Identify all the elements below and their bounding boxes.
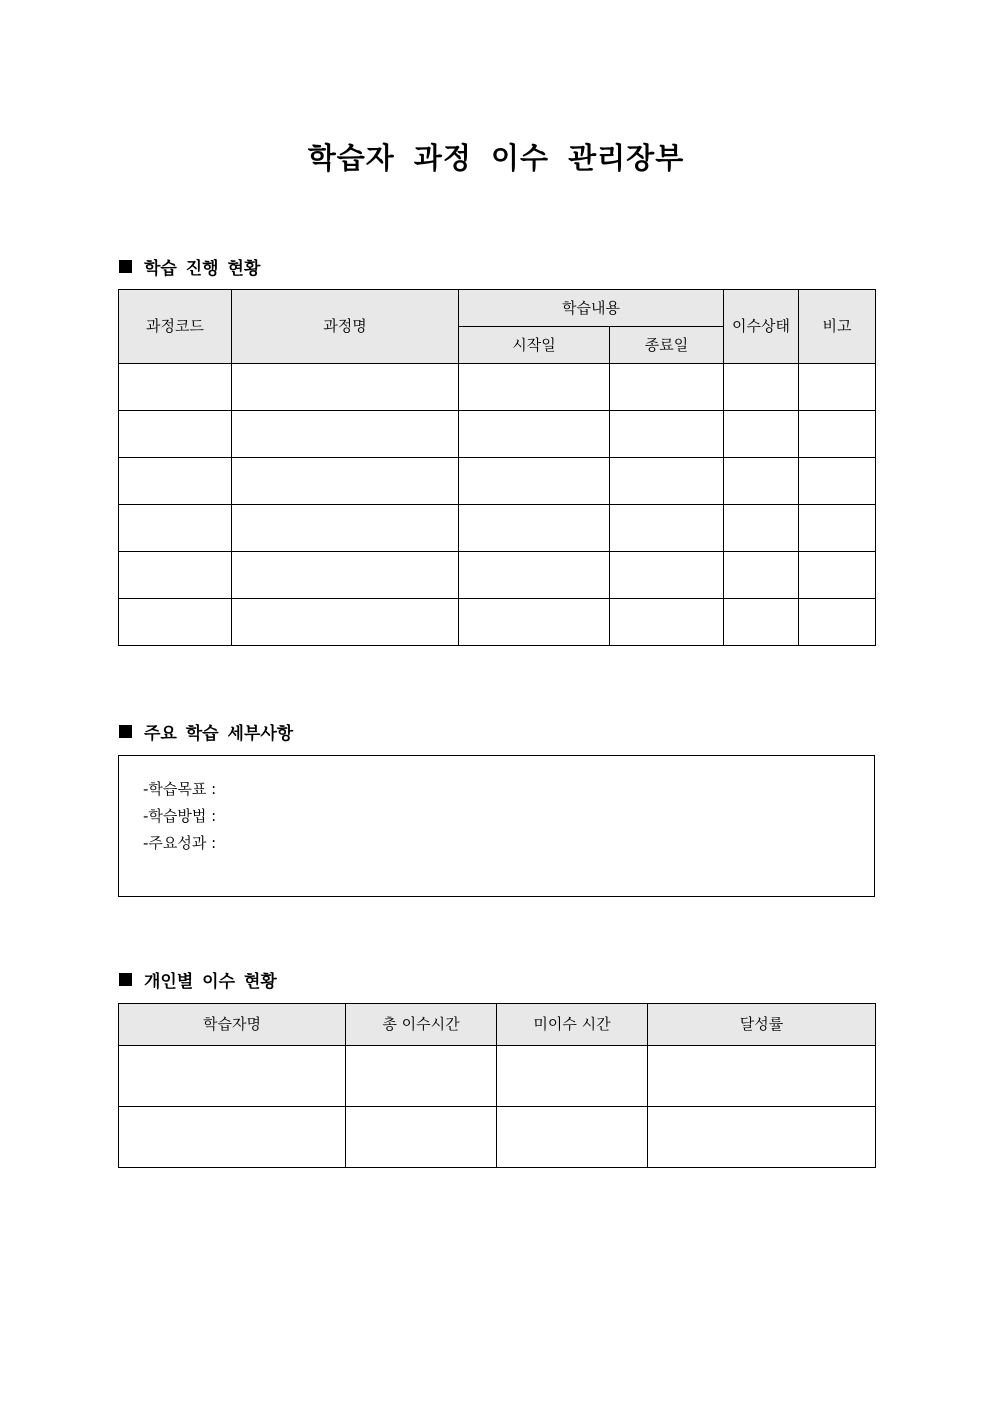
header-learning-content: 학습내용 [459,290,724,327]
table-row [119,599,876,646]
square-bullet-icon [119,725,132,738]
course-code-cell[interactable] [119,411,232,458]
remarks-cell[interactable] [799,599,876,646]
completion-status-cell[interactable] [724,411,799,458]
header-learner-name: 학습자명 [119,1004,346,1046]
header-end-date: 종료일 [610,327,724,364]
details-box[interactable] [118,755,875,897]
remarks-cell[interactable] [799,505,876,552]
achievement-rate-cell[interactable] [648,1046,876,1107]
header-incomplete-hours: 미이수 시간 [497,1004,648,1046]
course-code-cell[interactable] [119,364,232,411]
start-date-cell[interactable] [459,458,610,505]
details-list [119,756,874,857]
table-row [119,364,876,411]
course-code-cell[interactable] [119,599,232,646]
completion-status-cell[interactable] [724,552,799,599]
table-row [119,1107,876,1168]
course-name-cell[interactable] [232,364,459,411]
page-title: 학습자 과정 이수 관리장부 [307,141,685,175]
start-date-cell[interactable] [459,599,610,646]
end-date-cell[interactable] [610,458,724,505]
square-bullet-icon [119,973,132,986]
header-start-date: 시작일 [459,327,610,364]
incomplete-hours-cell[interactable] [497,1107,648,1168]
course-name-cell[interactable] [232,458,459,505]
end-date-cell[interactable] [610,364,724,411]
section-heading-personal-label: 개인별 이수 현황 [144,972,277,992]
start-date-cell[interactable] [459,411,610,458]
header-total-hours: 총 이수시간 [346,1004,497,1046]
section-heading-details-label: 주요 학습 세부사항 [144,724,294,744]
start-date-cell[interactable] [459,364,610,411]
progress-table [118,289,876,646]
remarks-cell[interactable] [799,411,876,458]
section-heading-progress-label: 학습 진행 현황 [144,259,261,279]
completion-status-cell[interactable] [724,458,799,505]
end-date-cell[interactable] [610,505,724,552]
key-outcome-item: -주요성과 : [143,834,217,852]
learning-method-item: -학습방법 : [143,807,217,825]
table-row [119,552,876,599]
end-date-cell[interactable] [610,552,724,599]
table-row [119,1046,876,1107]
remarks-cell[interactable] [799,364,876,411]
course-name-cell[interactable] [232,599,459,646]
personal-table [118,1003,876,1168]
end-date-cell[interactable] [610,599,724,646]
course-name-cell[interactable] [232,552,459,599]
incomplete-hours-cell[interactable] [497,1046,648,1107]
learner-name-cell[interactable] [119,1046,346,1107]
header-completion-status: 이수상태 [724,290,799,364]
header-remarks: 비고 [799,290,876,364]
learner-name-cell[interactable] [119,1107,346,1168]
header-achievement-rate: 달성률 [648,1004,876,1046]
course-name-cell[interactable] [232,411,459,458]
header-course-code: 과정코드 [119,290,232,364]
course-code-cell[interactable] [119,458,232,505]
achievement-rate-cell[interactable] [648,1107,876,1168]
completion-status-cell[interactable] [724,599,799,646]
remarks-cell[interactable] [799,458,876,505]
table-row [119,458,876,505]
section-heading-personal [119,967,277,992]
end-date-cell[interactable] [610,411,724,458]
table-row [119,411,876,458]
table-row [119,505,876,552]
course-code-cell[interactable] [119,505,232,552]
section-heading-details [119,719,293,744]
total-hours-cell[interactable] [346,1046,497,1107]
completion-status-cell[interactable] [724,364,799,411]
start-date-cell[interactable] [459,505,610,552]
header-course-name: 과정명 [232,290,459,364]
total-hours-cell[interactable] [346,1107,497,1168]
learning-goal-item: -학습목표 : [143,780,217,798]
section-heading-progress [119,254,260,279]
course-name-cell[interactable] [232,505,459,552]
remarks-cell[interactable] [799,552,876,599]
completion-status-cell[interactable] [724,505,799,552]
start-date-cell[interactable] [459,552,610,599]
course-code-cell[interactable] [119,552,232,599]
square-bullet-icon [119,260,132,273]
